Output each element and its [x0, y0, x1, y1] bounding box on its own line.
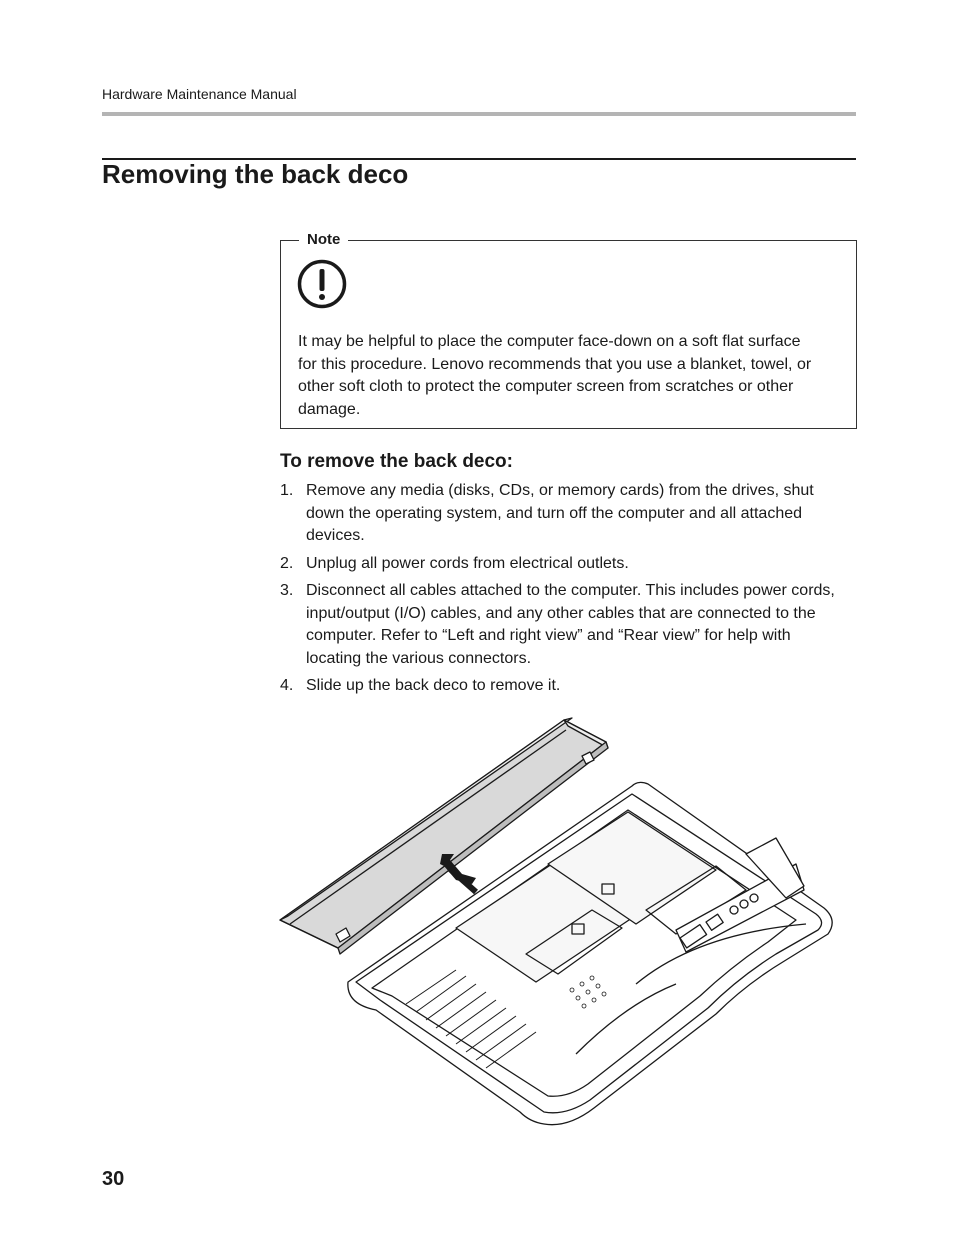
step-text: Unplug all power cords from electrical outlets.	[306, 554, 629, 572]
section-title: Removing the back deco	[102, 159, 409, 189]
step-item	[280, 553, 850, 576]
note-text: It may be helpful to place the computer face-down on a soft flat surface for this procedure. Lenovo recommends that you use a blanket, towel, or other soft cloth to protect the computer screen from scratches or other damage.	[298, 333, 812, 418]
procedure-heading: To remove the back deco:	[280, 451, 513, 472]
step-number: 1.	[280, 482, 294, 499]
step-item	[280, 580, 850, 670]
step-text: Disconnect all cables attached to the computer. This includes power cords, input/output (I/O) cables, and any other cables that are connected to the computer. Refer to “Left and right view” and “Rear view” for help with locating the various connectors.	[306, 582, 835, 667]
procedure-steps	[280, 480, 850, 703]
header-rule	[102, 112, 856, 116]
step-item	[280, 480, 850, 548]
step-item	[280, 675, 850, 698]
exclamation-circle-icon	[297, 259, 347, 309]
page-number: 30	[102, 1168, 125, 1190]
running-header: Hardware Maintenance Manual	[102, 86, 297, 102]
step-number: 2.	[280, 554, 294, 572]
step-number: 4.	[280, 677, 294, 694]
back-deco-removal-illustration	[276, 714, 842, 1134]
note-box	[280, 231, 857, 429]
step-number: 3.	[280, 582, 294, 599]
step-text: Slide up the back deco to remove it.	[306, 677, 561, 694]
step-text: Remove any media (disks, CDs, or memory cards) from the drives, shut down the operating system, and turn off the computer and all attached devices.	[306, 482, 814, 544]
note-label: Note	[299, 229, 348, 251]
